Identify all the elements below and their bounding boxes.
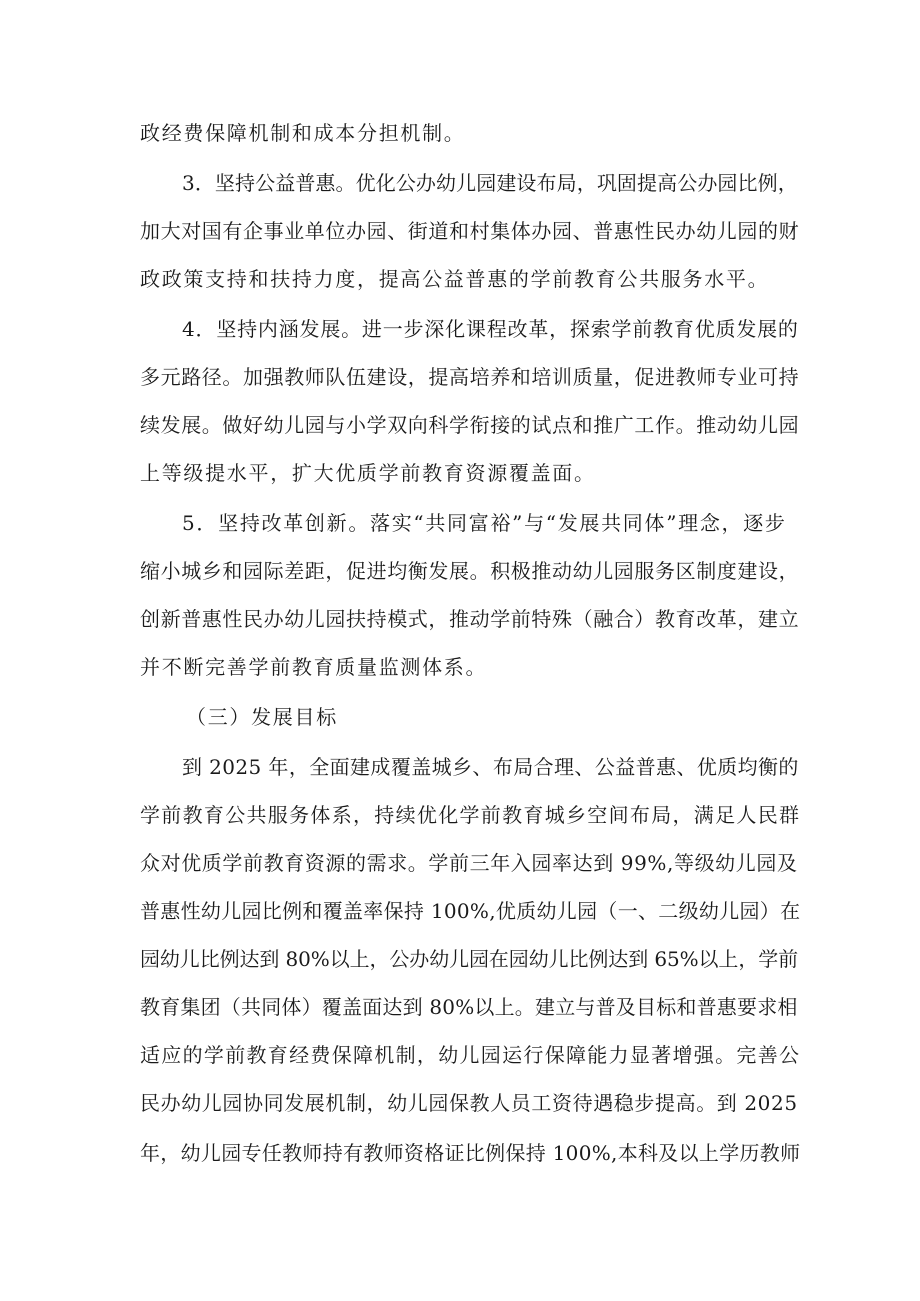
text-line: 民办幼儿园协同发展机制，幼儿园保教人员工资待遇稳步提高。到 2025	[140, 1091, 798, 1115]
text-line: 4．坚持内涵发展。进一步深化课程改革，探索学前教育优质发展的	[182, 317, 799, 341]
text-line: 到 2025 年，全面建成覆盖城乡、布局合理、公益普惠、优质均衡的	[182, 755, 799, 779]
text-line: 适应的学前教育经费保障机制，幼儿园运行保障能力显著增强。完善公	[140, 1043, 801, 1067]
text-line: 创新普惠性民办幼儿园扶持模式，推动学前特殊（融合）教育改革，建立	[140, 607, 800, 631]
text-line: 缩小城乡和园际差距，促进均衡发展。积极推动幼儿园服务区制度建设，	[140, 559, 800, 583]
text-line: 普惠性幼儿园比例和覆盖率保持 100%,优质幼儿园（一、二级幼儿园）在	[140, 899, 801, 923]
text-line: 加大对国有企事业单位办园、街道和村集体办园、普惠性民办幼儿园的财	[140, 219, 800, 243]
text-line: 年，幼儿园专任教师持有教师资格证比例保持 100%,本科及以上学历教师	[140, 1141, 801, 1165]
text-line: 5．坚持改革创新。落实“共同富裕”与“发展共同体”理念，逐步	[182, 511, 787, 535]
text-line: 园幼儿比例达到 80%以上，公办幼儿园在园幼儿比例达到 65%以上，学前	[140, 947, 799, 971]
text-line: 续发展。做好幼儿园与小学双向科学衔接的试点和推广工作。推动幼儿园	[140, 413, 800, 437]
text-line: 学前教育公共服务体系，持续优化学前教育城乡空间布局，满足人民群	[140, 803, 801, 827]
text-line: 众对优质学前教育资源的需求。学前三年入园率达到 99%,等级幼儿园及	[140, 851, 798, 875]
text-line: 并不断完善学前教育质量监测体系。	[140, 655, 488, 679]
text-line: 3．坚持公益普惠。优化公办幼儿园建设布局，巩固提高公办园比例，	[182, 171, 798, 195]
text-line: 政政策支持和扶持力度，提高公益普惠的学前教育公共服务水平。	[140, 267, 770, 291]
section-heading: （三）发展目标	[186, 705, 338, 729]
text-line: 政经费保障机制和成本分担机制。	[140, 121, 466, 145]
text-line: 上等级提水平，扩大优质学前教育资源覆盖面。	[140, 461, 596, 485]
text-line: 教育集团（共同体）覆盖面达到 80%以上。建立与普及目标和普惠要求相	[140, 995, 798, 1019]
text-line: 多元路径。加强教师队伍建设，提高培养和培训质量，促进教师专业可持	[140, 365, 800, 389]
